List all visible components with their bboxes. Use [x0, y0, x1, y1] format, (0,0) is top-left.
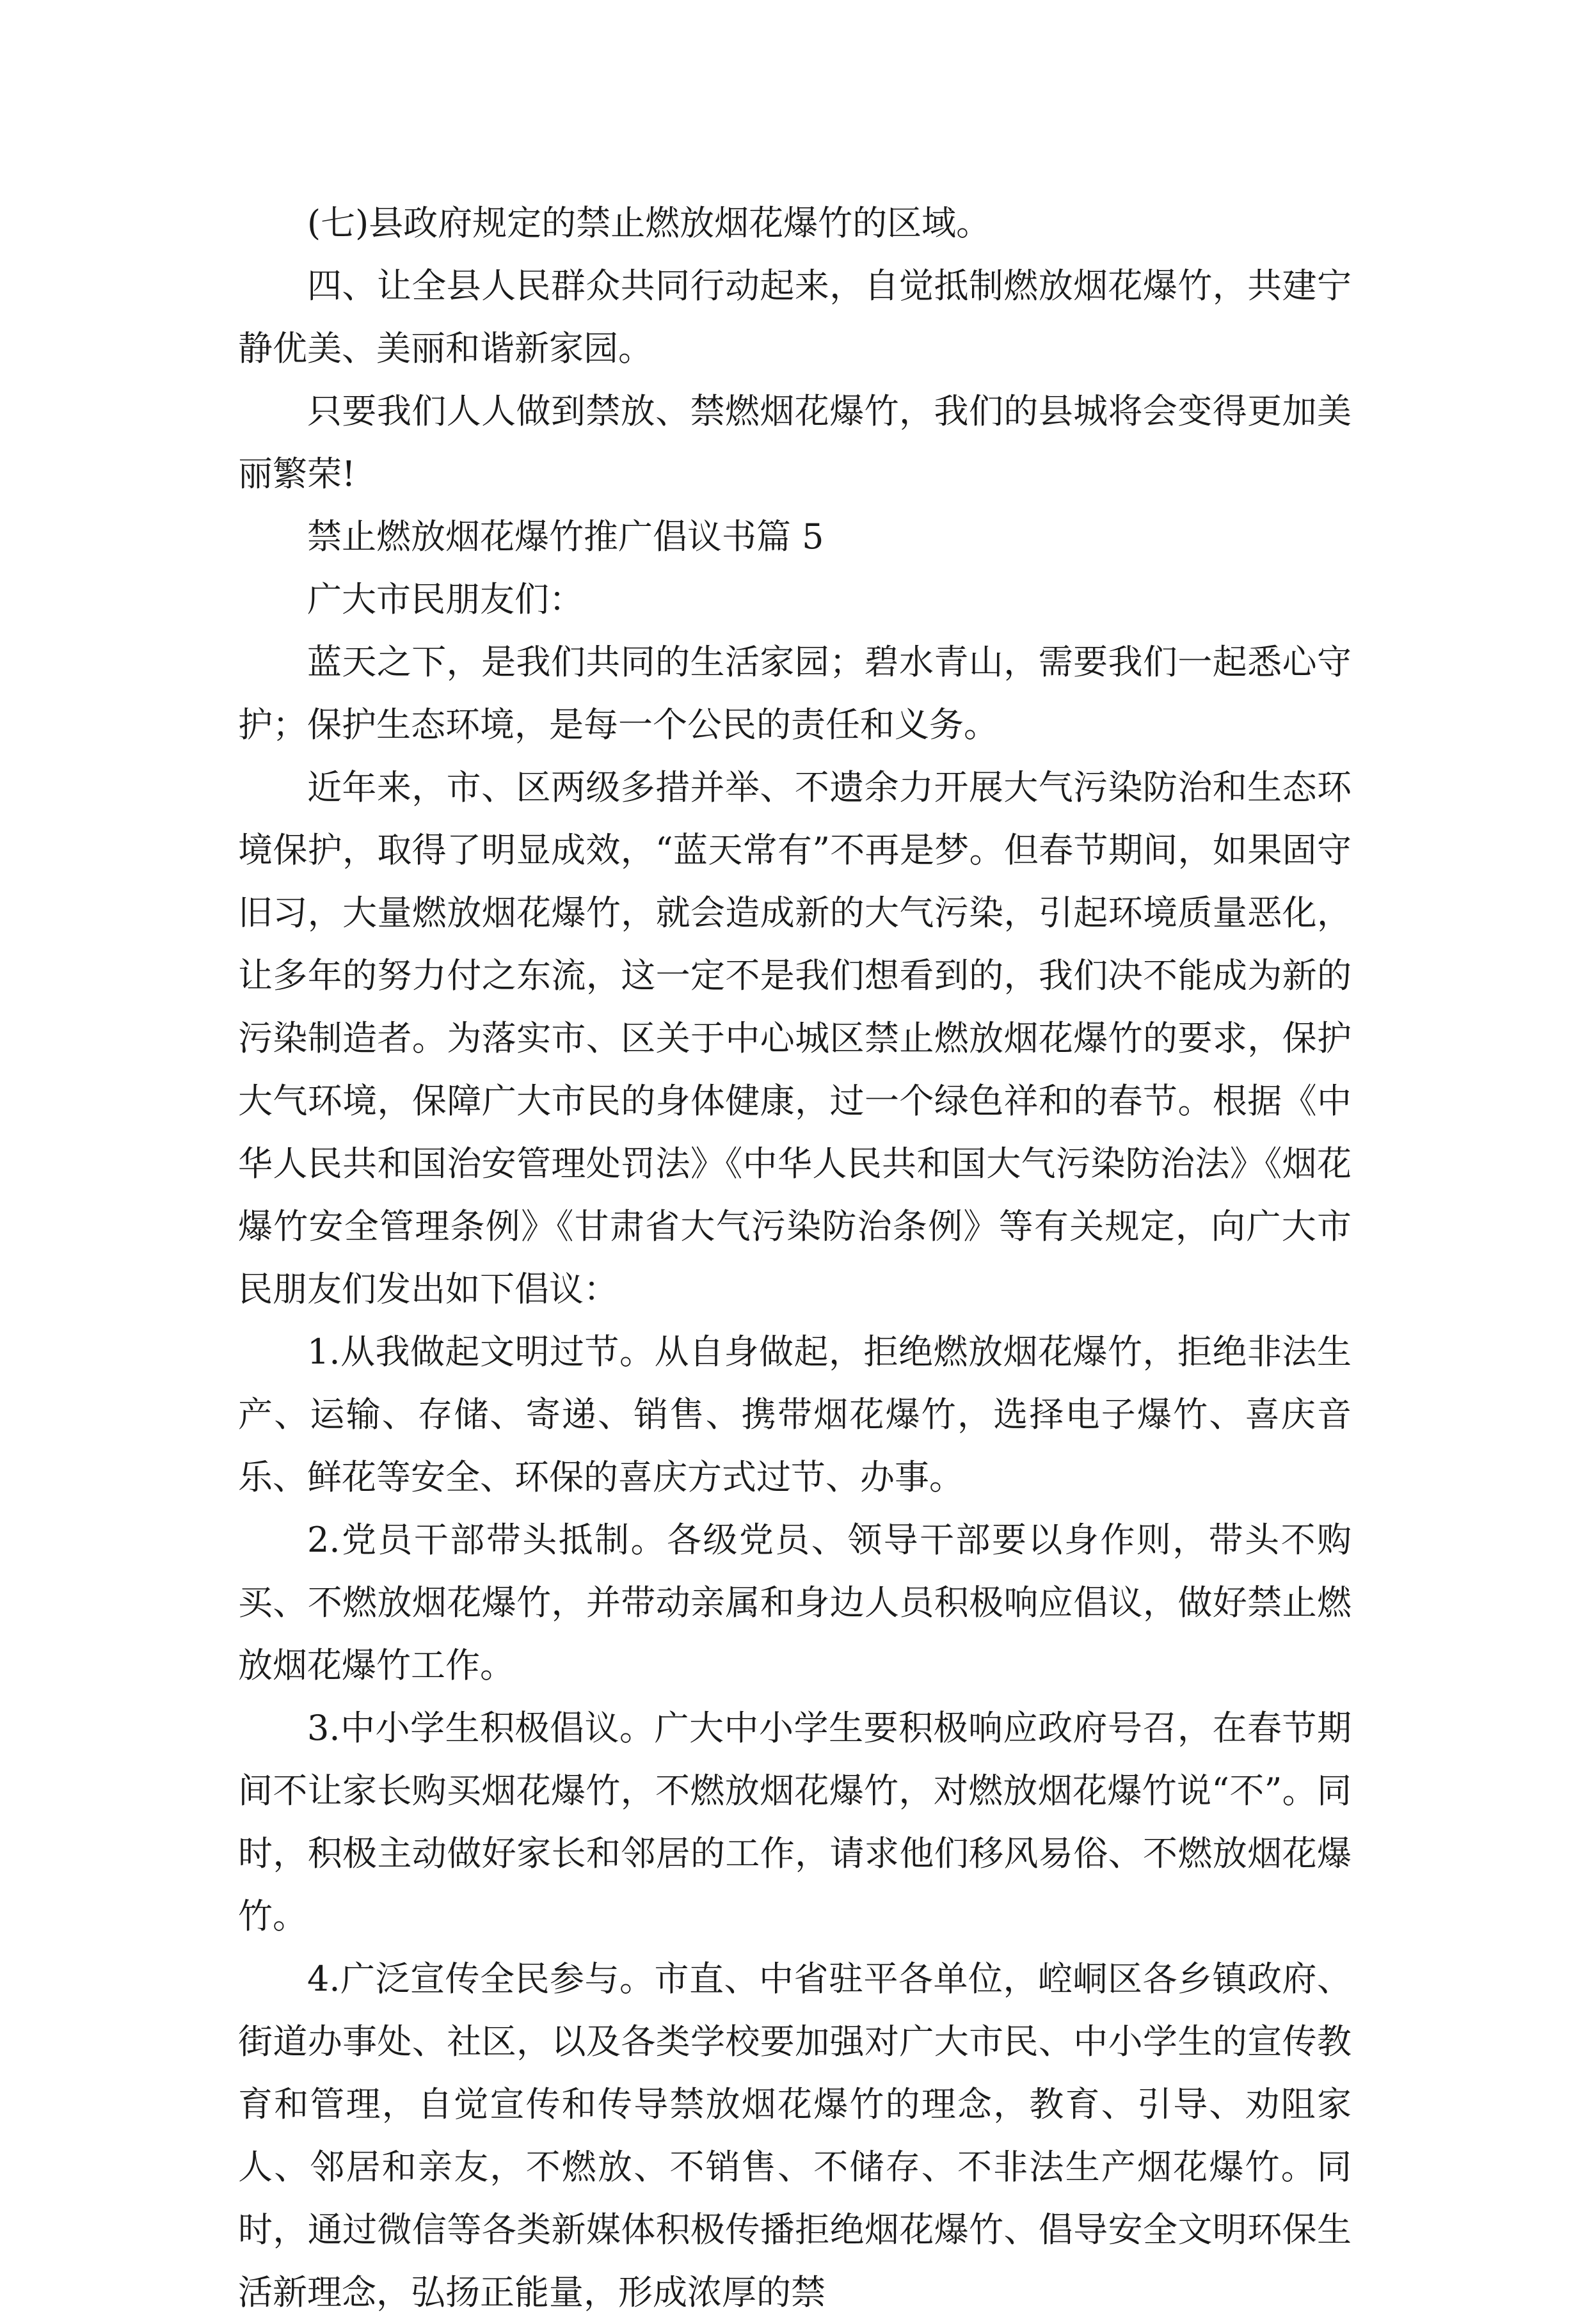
salutation: 广大市民朋友们： [307, 579, 584, 619]
proposal-item-4: 4.广泛宣传全民参与。市直、中省驻平各单位，崆峒区各乡镇政府、街道办事处、社区，以及各类学校要加强对广大市民、中小学生的宣传教育和管理，自觉宣传和传导禁放烟花爆竹的理念，教育、引导、劝阻家人、邻居和亲友，不燃放、不销售、不储存、不非法生产烟花爆竹。同时，通过微信等各类新媒体积极传播拒绝烟花爆竹、倡导安全文明环保生活新理念，弘扬正能量，形成浓厚的禁 [238, 1959, 1352, 2312]
section-heading: 禁止燃放烟花爆竹推广倡议书篇 5 [307, 516, 824, 557]
proposal-item-3: 3.中小学生积极倡议。广大中小学生要积极响应政府号召，在春节期间不让家长购买烟花爆竹，不燃放烟花爆竹，对燃放烟花爆竹说“不”。同时，积极主动做好家长和邻居的工作，请求他们移风易俗、不燃放烟花爆竹。 [238, 1708, 1352, 1936]
paragraph-blue-sky: 蓝天之下，是我们共同的生活家园；碧水青山，需要我们一起悉心守护；保护生态环境，是每一个公民的责任和义务。 [238, 642, 1352, 745]
proposal-item-2: 2.党员干部带头抵制。各级党员、领导干部要以身作则，带头不购买、不燃放烟花爆竹，并带动亲属和身边人员积极响应倡议，做好禁止燃放烟花爆竹工作。 [238, 1520, 1352, 1685]
paragraph-background: 近年来，市、区两级多措并举、不遗余力开展大气污染防治和生态环境保护，取得了明显成效，“蓝天常有”不再是梦。但春节期间，如果固守旧习，大量燃放烟花爆竹，就会造成新的大气污染，引起环境质量恶化，让多年的努力付之东流，这一定不是我们想看到的，我们决不能成为新的污染制造者。为落实市、区关于中心城区禁止燃放烟花爆竹的要求，保护大气环境，保障广大市民的身体健康，过一个绿色祥和的春节。根据《中华人民共和国治安管理处罚法》《中华人民共和国大气污染防治法》《烟花爆竹安全管理条例》《甘肃省大气污染防治条例》等有关规定，向广大市民朋友们发出如下倡议： [238, 767, 1352, 1309]
paragraph-county-restricted-area: (七)县政府规定的禁止燃放烟花爆竹的区域。 [307, 203, 991, 243]
paragraph-joint-action: 四、让全县人民群众共同行动起来，自觉抵制燃放烟花爆竹，共建宁静优美、美丽和谐新家园。 [238, 266, 1352, 369]
paragraph-closing-remark: 只要我们人人做到禁放、禁燃烟花爆竹，我们的县城将会变得更加美丽繁荣! [238, 391, 1352, 494]
document-body [238, 192, 1352, 2324]
proposal-item-1: 1.从我做起文明过节。从自身做起，拒绝燃放烟花爆竹，拒绝非法生产、运输、存储、寄递、销售、携带烟花爆竹，选择电子爆竹、喜庆音乐、鲜花等安全、环保的喜庆方式过节、办事。 [238, 1332, 1352, 1497]
